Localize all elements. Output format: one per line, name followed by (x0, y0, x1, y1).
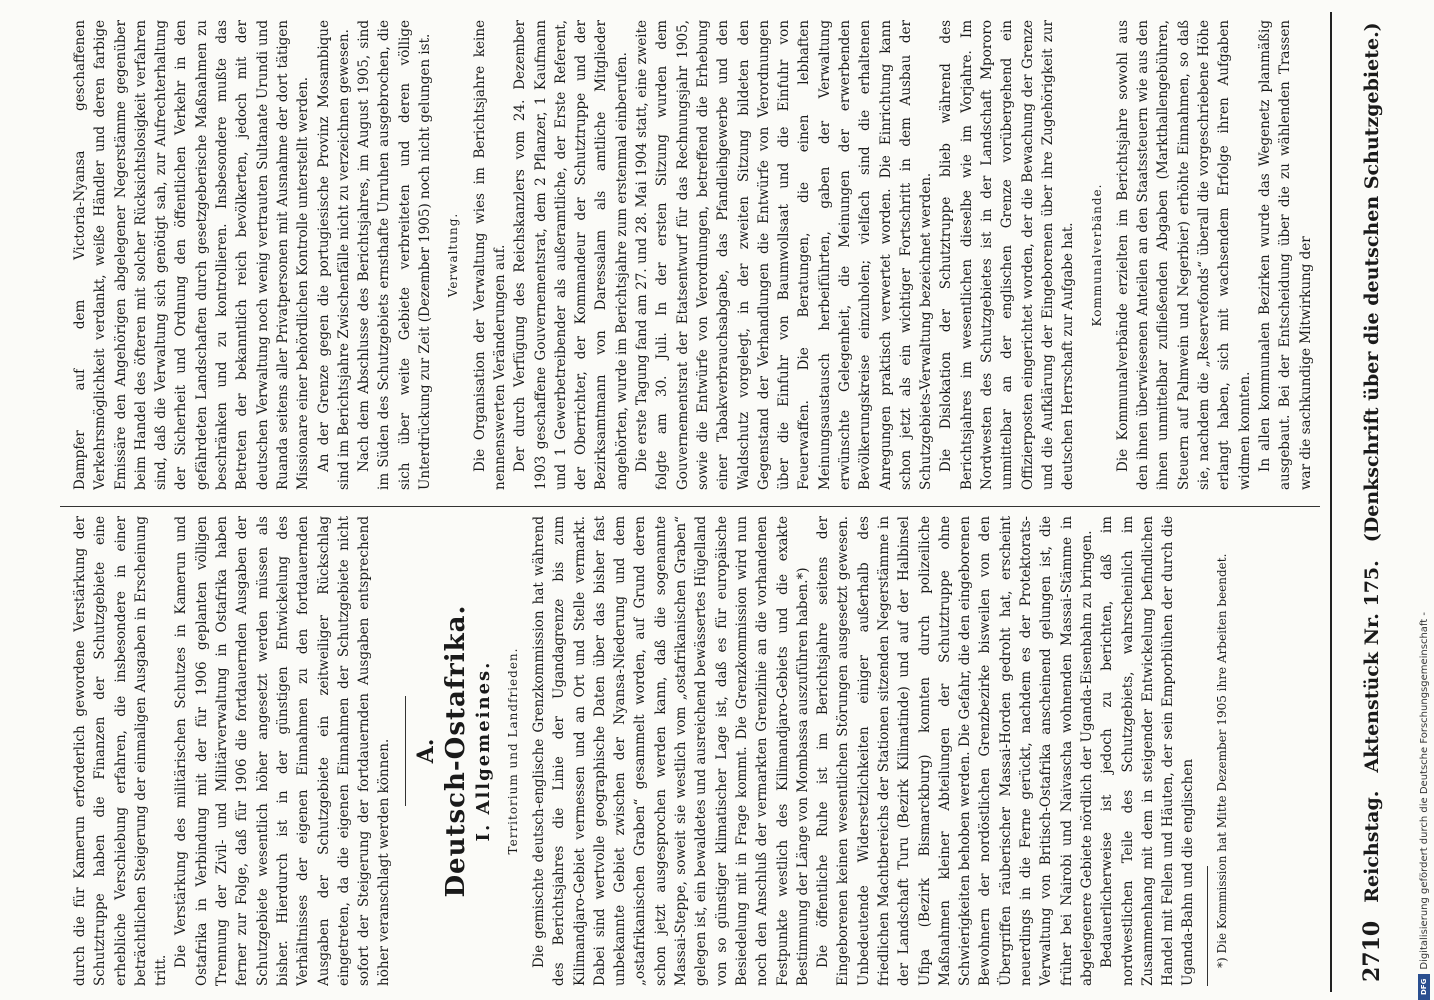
paragraph: Die erste Tagung fand am 27. und 28. Mai 1904 statt, eine zweite folgte am 30. Juli. In der ersten Sitzung wurden dem Gouvernementsrat der Etatsentwurf für das Rechnungsjahr 1905, sowie die Entwürfe von Verordnungen, betreffend die Erhebung einer Tabakverbrauchsabgabe, das Pfandleihgewerbe und den Waldschutz vorgelegt, in der zweiten Sitzung bildeten den Gegenstand der Verhandlungen die Entwürfe von Verordnungen über die Einfuhr von Baumwollsaat und die Einfuhr von Feuerwaffen. Die Beratungen, die einen lebhaften Meinungsaustausch herbeiführten, gaben der Verwaltung erwünschte Gelegenheit, die Meinungen der erwerbenden Bevölkerungskreise einzuholen; vielfach sind die erhaltenen Anregungen praktisch verwertet worden. Die Einrichtung kann schon jetzt als ein wichtiger Fortschritt in dem Ausbau der Schutzgebiets-Verwaltung bezeichnet werden. (634, 20, 935, 490)
paragraph: In allen kommunalen Bezirken wurde das Wegenetz planmäßig ausgebaut. Bei der Entscheidung über die zu wählenden Trassen war die sachkundige Mitwirkung der (1256, 20, 1314, 490)
divider (405, 696, 406, 806)
paragraph: Bedauerlicherweise ist jedoch zu berichten, daß im nordwestlichen Teile des Schutzgebiets, wahrscheinlich im Zusammenhang mit dem in steigender Entwickelung befindlichen Handel mit Fellen und Häuten, der sein Emporblühen der durch die Uganda-Bahn und die englischen (1099, 516, 1197, 986)
paragraph: durch die für Kamerun erforderlich gewordene Verstärkung der Schutztruppe haben die Finanzen der Schutzgebiete eine erhebliche Verschiebung erfahren, die insbesondere in einer beträchtlichen Steigerung der einmaligen Ausgaben in Erscheinung tritt. (72, 516, 170, 986)
header-document: Aktenstück Nr. 175. (1361, 560, 1383, 773)
heading-verwaltung: Verwaltung. (446, 212, 461, 298)
subsection-subheading: Territorium und Landfrieden. (505, 647, 520, 855)
section-title: Deutsch-Ostafrika. (441, 604, 472, 898)
paragraph: Die öffentliche Ruhe ist im Berichtsjahre seitens der Eingeborenen keinen wesentlichen Störungen ausgesetzt gewesen. Unbedeutende Widersetzlichkeiten einiger außerhalb des friedlichen Machtbereichs der Stationen sitzenden Negerstämme in der Landschaft Turu (Bezirk Kilimatinde) und auf der Halbinsel Ufipa (Bezirk Bismarckburg) konnten durch polizeiliche Maßnahmen kleiner Abteilungen der Schutztruppe ohne Schwierigkeiten behoben werden. Die Gefahr, die den eingeborenen Bewohnern der nordöstlichen Grenzbezirke bisweilen von den Übergriffen räuberischer Massai-Horden gedroht hat, erscheint neuerdings in die Ferne gerückt, nachdem es der Protektorats-Verwaltung von Britisch-Ostafrika anscheinend gelungen ist, die früher bei Nairobi und Naivascha wohnenden Massai-Stämme in abgelegenere Gebiete nördlich der Uganda-Eisenbahn zu bringen. (815, 516, 1095, 986)
footnote: *) Die Kommission hat Mitte Dezember 1905 ihre Arbeiten beendet. (1214, 553, 1229, 968)
page-header (1352, 22, 1392, 982)
header-title: (Denkschrift über die deutschen Schutzgebiete.) (1361, 22, 1383, 543)
heading-kommunalverbaende: Kommunalverbände. (1089, 183, 1104, 327)
header-publication: Reichstag. (1361, 790, 1383, 903)
section-letter: A. (412, 738, 439, 764)
subsection-title: I. Allgemeines. (473, 660, 495, 842)
dfg-logo-icon: DFG (1418, 974, 1430, 1000)
watermark-text: Digitalisierung gefördert durch die Deutsche Forschungsgemeinschaft - (1418, 612, 1430, 970)
paragraph: Die Kommunalverbände erzielten im Berichtsjahre sowohl aus den ihnen überwiesenen Anteilen an den Staatssteuern wie aus den ihnen unmittelbar zufließenden Abgaben (Markthallengebühren, Steuern auf Palmwein und Negerbier) erhöhte Einnahmen, so daß sie, nachdem die „Reservefonds“ überall die vorgeschriebene Höhe erlangt haben, sich mit wachsendem Erfolge ihren Aufgaben widmen konnten. (1114, 20, 1253, 490)
paragraph: Die Organisation der Verwaltung wies im Berichtsjahre keine nennenswerten Veränderungen auf. (471, 20, 508, 490)
right-column (70, 20, 1320, 490)
paragraph: Dampfer auf dem Victoria-Nyansa geschaffenen Verkehrsmöglichkeit verdankt, weiße Händler und deren farbige Emissäre den Angehörigen abgelegener Negerstämme gegenüber beim Handel des öfteren mit solcher Rücksichtslosigkeit verfahren sind, daß die Verwaltung sich genötigt sah, zur Aufrechterhaltung der Sicherheit und Ordnung den öffentlichen Verkehr in den gefährdeten Landschaften durch gesetzgeberische Maßnahmen zu beschränken und zu kontrollieren. Insbesondere mußte das Betreten der bekanntlich reich bevölkerten, jedoch mit der deutschen Verwaltung noch wenig vertrauten Sultanate Urundi und Ruanda seitens aller Privatpersonen mit Ausnahme der dort tätigen Missionare einer behördlichen Kontrolle unterstellt werden. (72, 20, 312, 490)
paragraph: Die gemischte deutsch-englische Grenzkommission hat während des Berichtsjahres die Linie der Ugandagrenze bis zum Kilimandjaro-Gebiet vermessen und an Ort und Stelle vermarkt. Dabei sind wertvolle geographische Daten über das bisher fast unbekannte Gebiet zwischen der Nyansa-Niederung und dem „ostafrikanischen Graben“ gesammelt worden, auf Grund deren schon jetzt ausgesprochen werden kann, daß die sogenannte Massai-Steppe, soweit sie westlich vom „ostafrikanischen Graben“ gelegen ist, ein bewaldetes und ausreichend bewässertes Hügelland von so günstiger klimatischer Lage ist, daß es für europäische Besiedelung mit in Frage kommt. Die Grenzkommission wird nun noch den Anschluß der vermarkten Grenzlinie an die vorhandenen Festpunkte westlich des Kilimandjaro-Gebiets und die exakte Bestimmung der Länge von Mombassa auszuführen haben.*) (530, 516, 811, 986)
paragraph: Der durch Verfügung des Reichskanzlers vom 24. Dezember 1903 geschaffene Gouvernementsrat, dem 2 Pflanzer, 1 Kaufmann und 1 Gewerbetreibender als außeramtliche, der Erste Referent, der Oberrichter, der Kommandeur der Schutztruppe und der Bezirksamtmann von Daressalam als amtliche Mitglieder angehörten, wurde im Berichtsjahre zum erstenmal einberufen. (512, 20, 630, 490)
dfg-watermark (1416, 0, 1432, 1000)
paragraph: An der Grenze gegen die portugiesische Provinz Mosambique sind im Berichtsjahre Zwischenfälle nicht zu verzeichnen gewesen. (315, 20, 352, 490)
column-divider (60, 506, 1320, 507)
left-column (70, 516, 1320, 986)
page-number: 2710 (1359, 920, 1385, 982)
paragraph: Die Verstärkung des militärischen Schutzes in Kamerun und Ostafrika in Verbindung mit der für 1906 geplanten völligen Trennung der Zivil- und Militärverwaltung in Ostafrika haben ferner zur Folge, daß für 1906 die fortdauernden Ausgaben der Schutzgebiete wesentlich höher angesetzt werden müssen als bisher. Hierdurch ist in der günstigen Entwickelung des Verhältnisses der eigenen Einnahmen zu den fortdauernden Ausgaben der Schutzgebiete ein zeitweiliger Rückschlag eingetreten, da die eigenen Einnahmen der Schutzgebiete nicht sofort der Steigerung der fortdauernden Ausgaben entsprechend höher veranschlagt werden können. (173, 516, 393, 986)
footnote-rule (1207, 866, 1208, 986)
paragraph: Nach dem Abschlusse des Berichtsjahres, im August 1905, sind im Süden des Schutzgebiets ernsthafte Unruhen ausgebrochen, die sich über weite Gebiete verbreiteten und deren völlige Unterdrückung zur Zeit (Dezember 1905) noch nicht gelungen ist. (356, 20, 434, 490)
header-rule (1330, 12, 1332, 992)
paragraph: Die Dislokation der Schutztruppe blieb während des Berichtsjahres im wesentlichen dieselbe wie im Vorjahre. Im Nordwesten des Schutzgebietes ist in der Landschaft Mpororo unmittelbar an der englischen Grenze vorübergehend ein Offizierposten eingerichtet worden, der die Bewachung der Grenze und die Aufklärung der Eingeborenen über ihre Zugehörigkeit zur deutschen Herrschaft zur Aufgabe hat. (938, 20, 1077, 490)
